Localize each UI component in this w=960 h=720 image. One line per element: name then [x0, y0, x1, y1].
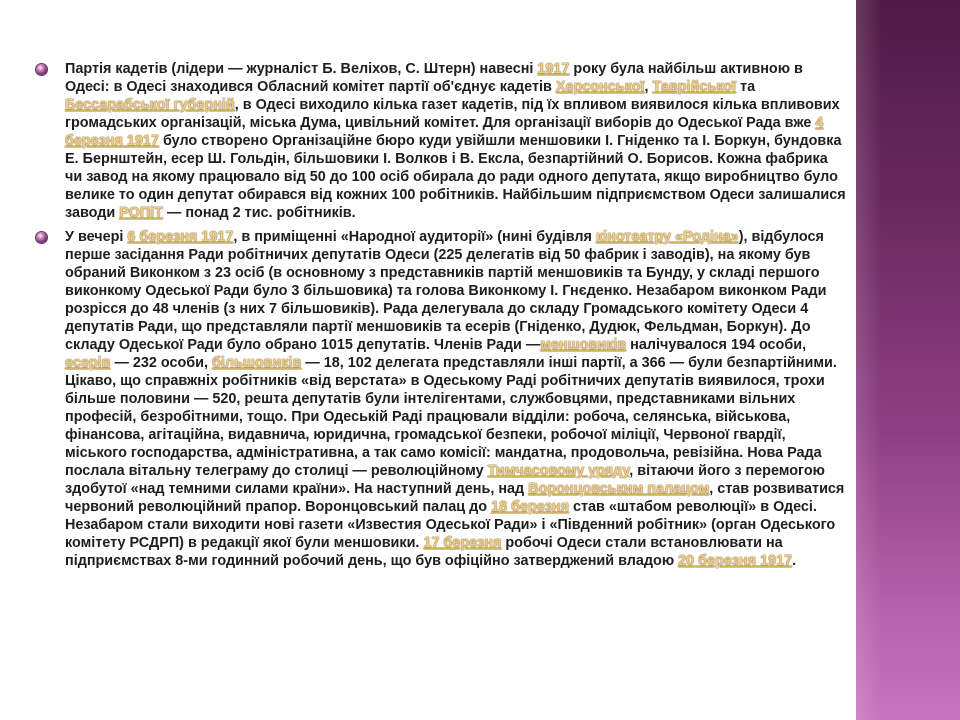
hyperlink[interactable]: 18 березня	[491, 499, 569, 515]
paragraph-text	[65, 61, 846, 221]
text-run: Партія кадетів (лідери — журналіст Б. Веліхов, С. Штерн) навесні	[65, 61, 538, 77]
text-run: налічувалося 194 особи,	[626, 337, 807, 353]
bullet-icon	[36, 232, 47, 243]
text-run: — 18, 102 делегата представляли інші партії, а 366 — були безпартійними. Цікаво, що справжніх робітників «від верстата» в Одеському Раді робітничих депутатів виявилося, трохи більше половини — 520, решта депутатів були інтелігентами, службовцями, представниками вільних професій, безробітними, тощо. При Одеській Раді працювали відділи: робоча, селянська, військова, фінансова, агітаційна, видавнича, юридична, громадської безпеки, робочої міліції, Червоної гвардії, міського господарства, адміністративна, а так само комісії: мандатна, продовольча, ревізійна. Нова Рада послала вітальну телеграму до столиці — революційному	[65, 355, 837, 479]
hyperlink[interactable]: Воронцовським палацом	[528, 481, 710, 497]
hyperlink[interactable]: Таврійської	[652, 79, 737, 95]
hyperlink[interactable]: кінотеатру «Родіна»	[595, 229, 739, 245]
bullet-icon	[36, 64, 47, 75]
hyperlink[interactable]: РОПіТ	[119, 205, 163, 221]
paragraph-kadets	[36, 60, 848, 222]
slide-content	[36, 60, 848, 576]
hyperlink[interactable]: 4 березня 1917	[65, 115, 824, 149]
hyperlink[interactable]: більшовиків	[212, 355, 302, 371]
text-run: ), відбулося перше засідання Ради робітничих депутатів Одеси (225 делегатів від 50 фабрик і заводів), на якому був обраний Виконком з 23 осіб (в основному з представників партій меншовиків та Бунду, у складі першого виконкому Одеської Ради було 3 більшовика) та голова Виконкому І. Гнєденко. Незабаром виконком Ради розрісся до 48 членів (з них 7 більшовиків). Рада делегувала до складу Громадського комітету Одеси 4 депутатів Ради, що представляли партії меншовиків та есерів (Гніденко, Дудюк, Фельдман, Боркун). До складу Одеської Ради було обрано 1015 депутатів. Членів Ради —	[65, 229, 827, 353]
text-run: , став розвиватися червоний революційний прапор. Воронцовський палац до	[65, 481, 845, 515]
side-band-shine	[856, 0, 882, 720]
hyperlink[interactable]: 1917	[537, 61, 570, 77]
hyperlink[interactable]: Бессарабської губерній	[65, 97, 235, 113]
text-run: робочі Одеси стали встановлювати на підприємствах 8-ми годинний робочий день, що був офіційно затверджений владою	[65, 535, 783, 569]
hyperlink[interactable]: меншовиків	[540, 337, 627, 353]
text-run: року була найбільш активною в Одесі: в Одесі знаходився Обласний комітет партії об'єднує кадетів	[65, 61, 803, 95]
paragraph-rada-session	[36, 228, 848, 570]
hyperlink[interactable]: Тимчасовому уряду	[487, 463, 630, 479]
paragraph-text	[65, 229, 844, 569]
text-run: .	[792, 553, 797, 569]
text-run: У вечері	[65, 229, 128, 245]
text-run: , в приміщенні «Народної аудиторії» (нині будівля	[233, 229, 596, 245]
text-run: — 232 особи,	[110, 355, 212, 371]
text-run: , вітаючи його з перемогою здобутої «над темними силами країни». На наступний день, над	[65, 463, 825, 497]
text-run: було створено Організаційне бюро куди увійшли меншовики І. Гніденко та І. Боркун, бундовка Е. Бернштейн, есер Ш. Гольдін, більшовики І. Волков і В. Ексла, безпартійний О. Борисов. Кожна фабрика чи завод на якому працювало від 50 до 100 осіб обирала до ради одного депутата, якщо виробництво було велике то один депутат обирався від кожних 100 робітників. Найбільшим підприємством Одеси залишалися заводи	[65, 133, 846, 221]
text-run: ,	[644, 79, 653, 95]
hyperlink[interactable]: 17 березня	[423, 535, 502, 551]
hyperlink[interactable]: 20 березня 1917	[678, 553, 793, 569]
text-run: та	[736, 79, 756, 95]
hyperlink[interactable]: 6 березня 1917	[127, 229, 234, 245]
text-run: — понад 2 тис. робітників.	[162, 205, 356, 221]
hyperlink[interactable]: Херсонської	[555, 79, 645, 95]
hyperlink[interactable]: есерів	[65, 355, 111, 371]
decorative-side-band	[856, 0, 960, 720]
text-run: став «штабом революції» в Одесі. Незабаром стали виходити нові газети «Известия Одеської Ради» і «Південний робітник» (орган Одеського комітету РСДРП) в редакції якої були меншовики.	[65, 499, 836, 551]
text-run: , в Одесі виходило кілька газет кадетів, під їх впливом виявилося кілька впливових громадських організацій, міська Дума, цивільний комітет. Для організації виборів до Одеської Рада вже	[65, 97, 840, 131]
